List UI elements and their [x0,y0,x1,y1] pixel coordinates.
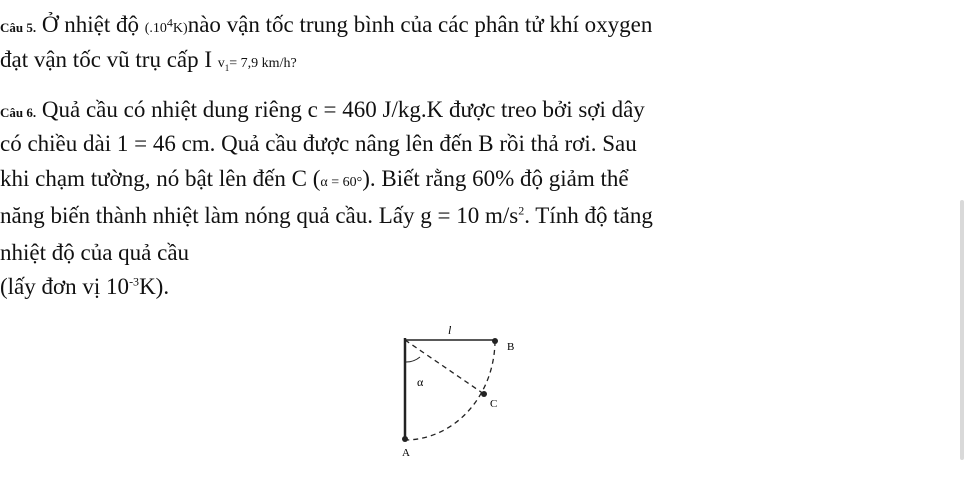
swing-arc [405,341,498,440]
q5-speed-sub: 1 [224,62,230,73]
q5-label: Câu 5. [0,20,37,35]
q5-temp-open: (.10 [144,21,167,36]
scrollbar[interactable] [960,200,964,460]
q5-speed-symbol: v [217,56,225,71]
q6-line-5: nhiệt độ của quả cầu [0,240,190,265]
q6-line6-a: (lấy đơn vị 10 [0,274,130,299]
pendulum-figure [380,318,530,468]
label-c: C [490,398,498,410]
q5-speed [218,56,297,71]
q6-line1: Quả cầu có nhiệt dung riêng c = 460 J/kg.K được treo bởi sợi dây [36,97,645,122]
q6-angle: α = 60° [320,175,363,190]
q6-line-6 [0,272,169,302]
q5-text-b: nào vận tốc trung bình của các phân tử khí oxygen [187,12,653,37]
label-b: B [507,341,515,353]
q6-line3-a: khi chạm tường, nó bật lên đến C ( [0,166,321,191]
q6-line6-sup: -3 [129,274,140,289]
ball-a [402,436,408,442]
q5-speed-val: = 7,9 km/h? [229,56,297,71]
q6-line3-b: ). Biết rằng 60% độ giảm thể [362,166,629,191]
q6-line-3 [0,164,629,198]
q5-temp-close: K) [172,21,188,36]
q5-text-a: Ở nhiệt độ [36,12,145,37]
q6-line4-b: . Tính độ tăng [524,203,653,228]
q6-line-1 [0,95,645,128]
q5-line2-a: đạt vận tốc vũ trụ cấp I [0,47,218,72]
q5-line-1 [0,10,652,44]
q6-line4-a: năng biến thành nhiệt làm nóng quả cầu. Lấy g = 10 m/s [0,203,519,228]
q6-line-2: có chiều dài 1 = 46 cm. Quả cầu được nâng lên đến B rồi thả rơi. Sau [0,131,637,156]
ball-c [481,391,487,397]
q6-line4-sup: 2 [518,203,525,218]
q5-temp-exp: 4 [166,15,173,30]
label-a: A [402,447,410,459]
q5-line-2 [0,45,297,83]
label-alpha: α [417,375,424,389]
q6-label: Câu 6. [0,105,37,120]
q6-line-4 [0,201,653,231]
angle-arc [405,357,420,362]
label-l: l [448,323,452,337]
q5-temp [144,15,188,36]
q6-line6-b: K). [139,274,170,299]
